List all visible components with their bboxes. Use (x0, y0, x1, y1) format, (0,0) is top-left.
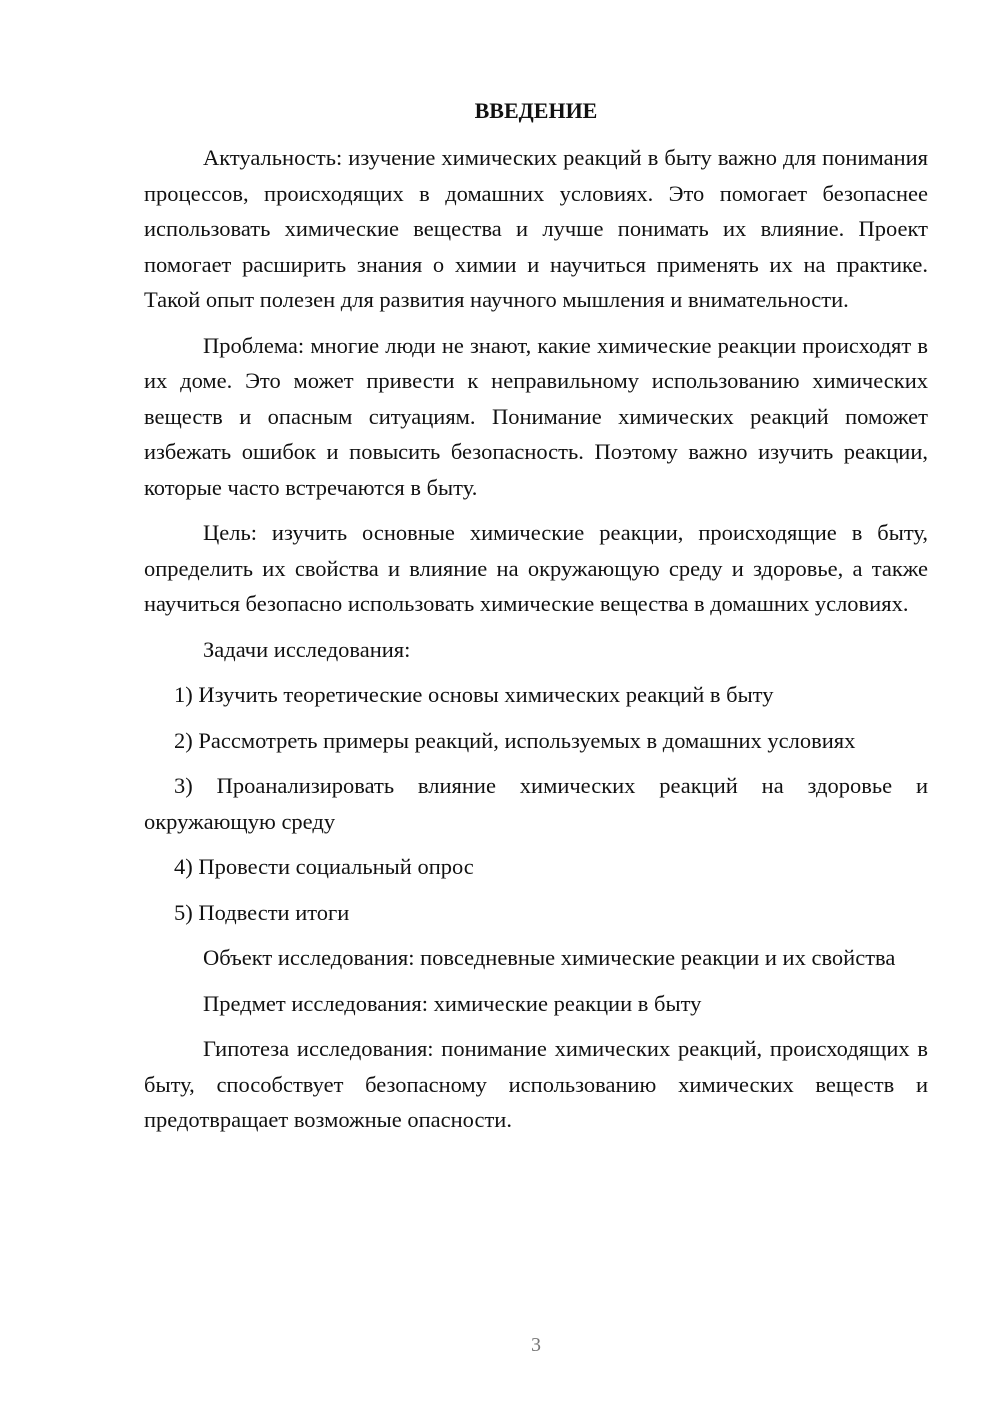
task-item: 3) Проанализировать влияние химических реакций на здоровье и окружающую среду (144, 773, 928, 834)
page-number: 3 (531, 1334, 541, 1356)
tasks-heading: Задачи исследования: (203, 636, 411, 662)
object-paragraph: Объект исследования: повседневные химические реакции и их свойства (203, 945, 896, 970)
task-item: 2) Рассмотреть примеры реакций, используемых в домашних условиях (174, 727, 856, 753)
task-item: 5) Подвести итоги (174, 899, 350, 925)
problem-paragraph: Проблема: многие люди не знают, какие химические реакции происходят в их доме. Это может привести к неправильному использованию химических веществ и опасным ситуациям. Понимание химических реакций поможет избежать ошибок и повысить безопасность. Поэтому важно изучить реакции, которые часто встречаются в быту. (144, 332, 928, 500)
page-content (144, 94, 928, 1148)
page-title: ВВЕДЕНИЕ (474, 98, 598, 123)
task-item: 1) Изучить теоретические основы химических реакций в быту (174, 682, 774, 707)
goal-paragraph: Цель: изучить основные химические реакции, происходящие в быту, определить их свойства и влияние на окружающую среду и здоровье, а также научиться безопасно использовать химические вещества в домашних условиях. (144, 520, 928, 616)
task-item: 4) Провести социальный опрос (174, 854, 474, 879)
hypothesis-paragraph: Гипотеза исследования: понимание химических реакций, происходящих в быту, способствует безопасному использованию химических веществ и предотвращает возможные опасности. (144, 1036, 928, 1132)
relevance-paragraph: Актуальность: изучение химических реакций в быту важно для понимания процессов, происходящих в домашних условиях. Это помогает безопаснее использовать химические вещества и лучше понимать их влияние. Проект помогает расширить знания о химии и научиться применять их на практике. Такой опыт полезен для развития научного мышления и внимательности. (144, 145, 928, 312)
subject-paragraph: Предмет исследования: химические реакции в быту (203, 990, 702, 1016)
